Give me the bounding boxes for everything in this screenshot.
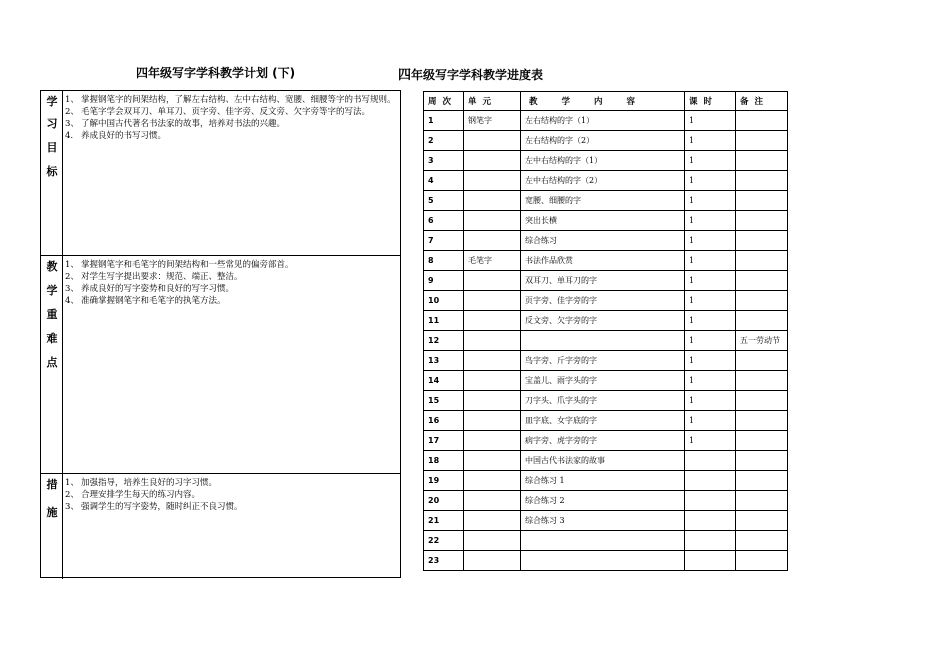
unit-cell [464, 231, 521, 251]
schedule-body [424, 111, 788, 571]
header-hours: 课时 [685, 92, 736, 111]
content-cell: 双耳刀、单耳刀的字 [521, 271, 685, 291]
unit-cell [464, 351, 521, 371]
week-cell: 4 [424, 171, 464, 191]
notes-cell [736, 291, 788, 311]
unit-cell [464, 411, 521, 431]
unit-cell [464, 431, 521, 451]
week-cell: 17 [424, 431, 464, 451]
unit-cell [464, 511, 521, 531]
week-cell: 16 [424, 411, 464, 431]
hours-cell: 1 [685, 411, 736, 431]
list-item [65, 283, 398, 295]
goals-label-char: 习 [46, 117, 58, 130]
unit-cell [464, 391, 521, 411]
list-item [65, 271, 398, 283]
hours-cell [685, 511, 736, 531]
table-row [424, 211, 788, 231]
unit-cell [464, 531, 521, 551]
item-number: 4. [65, 131, 74, 141]
notes-cell [736, 111, 788, 131]
table-row [424, 531, 788, 551]
list-item [65, 130, 398, 142]
item-number: 4、 [65, 296, 79, 306]
item-text: 掌握钢笔字和毛笔字的间架结构和一些常见的偏旁部首。 [81, 260, 294, 270]
list-item [65, 477, 398, 489]
hours-cell: 1 [685, 231, 736, 251]
item-text: 准确掌握钢笔字和毛笔字的执笔方法。 [81, 296, 226, 306]
header-content: 教学内容 [521, 92, 685, 111]
key-points-label-char: 重 [46, 308, 58, 321]
week-cell: 23 [424, 551, 464, 571]
measures-label-char: 施 [46, 506, 58, 519]
hours-cell: 1 [685, 211, 736, 231]
notes-cell [736, 491, 788, 511]
hours-cell [685, 451, 736, 471]
content-cell: 左右结构的字（2） [521, 131, 685, 151]
table-row [424, 351, 788, 371]
content-cell: 综合练习 2 [521, 491, 685, 511]
hours-cell [685, 531, 736, 551]
table-row [424, 391, 788, 411]
week-cell: 9 [424, 271, 464, 291]
item-number: 1、 [65, 478, 79, 488]
header-week: 周次 [424, 92, 464, 111]
table-row [424, 291, 788, 311]
table-row [424, 111, 788, 131]
item-text: 强调学生的写字姿势，随时纠正不良习惯。 [81, 502, 243, 512]
hours-cell [685, 491, 736, 511]
item-text: 对学生写字提出要求：规范、端正、整洁。 [81, 272, 243, 282]
list-item [65, 259, 398, 271]
item-number: 3、 [65, 502, 79, 512]
item-number: 2、 [65, 490, 79, 500]
measures-label [41, 474, 63, 579]
week-cell: 13 [424, 351, 464, 371]
hours-cell: 1 [685, 151, 736, 171]
table-row [424, 431, 788, 451]
content-cell: 左右结构的字（1） [521, 111, 685, 131]
week-cell: 22 [424, 531, 464, 551]
notes-cell: 五一劳动节 [736, 331, 788, 351]
measures-section [41, 474, 400, 579]
table-row [424, 251, 788, 271]
content-cell: 综合练习 1 [521, 471, 685, 491]
goals-label [41, 91, 63, 255]
notes-cell [736, 131, 788, 151]
teaching-plan-table [40, 90, 401, 578]
week-cell: 2 [424, 131, 464, 151]
content-cell: 反文旁、欠字旁的字 [521, 311, 685, 331]
table-row [424, 471, 788, 491]
list-item [65, 295, 398, 307]
content-cell: 皿字底、女字底的字 [521, 411, 685, 431]
hours-cell: 1 [685, 351, 736, 371]
schedule-title-rest: 年级写字学科教学进度表 [411, 68, 544, 82]
key-points-section [41, 256, 400, 474]
item-text: 加强指导，培养生良好的习字习惯。 [81, 478, 218, 488]
unit-cell [464, 131, 521, 151]
unit-cell [464, 211, 521, 231]
notes-cell [736, 471, 788, 491]
goals-section [41, 91, 400, 256]
key-points-label [41, 256, 63, 473]
notes-cell [736, 271, 788, 291]
schedule-title-first-char: 四 [398, 68, 412, 83]
week-cell: 1 [424, 111, 464, 131]
content-cell: 左中右结构的字（1） [521, 151, 685, 171]
content-cell: 病字旁、虎字旁的字 [521, 431, 685, 451]
table-row [424, 331, 788, 351]
table-row [424, 451, 788, 471]
week-cell: 21 [424, 511, 464, 531]
item-text: 掌握钢笔字的间架结构，了解左右结构、左中右结构、宽腰、细腰等字的书写规则。 [81, 95, 396, 105]
header-unit: 单元 [464, 92, 521, 111]
week-cell: 19 [424, 471, 464, 491]
notes-cell [736, 411, 788, 431]
notes-cell [736, 551, 788, 571]
table-row [424, 311, 788, 331]
content-cell: 突出长横 [521, 211, 685, 231]
unit-cell [464, 191, 521, 211]
unit-cell [464, 271, 521, 291]
hours-cell: 1 [685, 271, 736, 291]
hours-cell: 1 [685, 131, 736, 151]
hours-cell: 1 [685, 391, 736, 411]
list-item [65, 501, 398, 513]
week-cell: 5 [424, 191, 464, 211]
week-cell: 14 [424, 371, 464, 391]
item-number: 2、 [65, 272, 79, 282]
week-cell: 20 [424, 491, 464, 511]
item-number: 2、 [65, 107, 79, 117]
hours-cell: 1 [685, 251, 736, 271]
hours-cell: 1 [685, 111, 736, 131]
table-row [424, 551, 788, 571]
unit-cell: 钢笔字 [464, 111, 521, 131]
content-cell: 刀字头、爪字头的字 [521, 391, 685, 411]
hours-cell: 1 [685, 371, 736, 391]
notes-cell [736, 431, 788, 451]
hours-cell: 1 [685, 431, 736, 451]
hours-cell [685, 471, 736, 491]
measures-label-char: 措 [46, 478, 58, 491]
hours-cell: 1 [685, 171, 736, 191]
key-points-label-char: 点 [46, 356, 58, 369]
list-item [65, 94, 398, 106]
notes-cell [736, 251, 788, 271]
goals-list [65, 94, 398, 142]
unit-cell [464, 471, 521, 491]
notes-cell [736, 151, 788, 171]
key-points-label-char: 教 [46, 260, 58, 273]
item-number: 1、 [65, 95, 79, 105]
table-row [424, 491, 788, 511]
table-row [424, 191, 788, 211]
content-cell [521, 531, 685, 551]
notes-cell [736, 391, 788, 411]
unit-cell [464, 491, 521, 511]
unit-cell: 毛笔字 [464, 251, 521, 271]
notes-cell [736, 451, 788, 471]
week-cell: 3 [424, 151, 464, 171]
unit-cell [464, 291, 521, 311]
unit-cell [464, 171, 521, 191]
content-cell: 综合练习 [521, 231, 685, 251]
item-text: 合理安排学生每天的练习内容。 [81, 490, 201, 500]
notes-cell [736, 311, 788, 331]
content-cell: 页字旁、佳字旁的字 [521, 291, 685, 311]
week-cell: 8 [424, 251, 464, 271]
unit-cell [464, 151, 521, 171]
week-cell: 7 [424, 231, 464, 251]
item-number: 3、 [65, 284, 79, 294]
item-number: 3、 [65, 119, 79, 129]
table-row [424, 511, 788, 531]
notes-cell [736, 531, 788, 551]
table-row [424, 271, 788, 291]
week-cell: 6 [424, 211, 464, 231]
list-item [65, 489, 398, 501]
item-text: 养成良好的书写习惯。 [81, 131, 167, 141]
content-cell: 左中右结构的字（2） [521, 171, 685, 191]
table-row [424, 151, 788, 171]
notes-cell [736, 171, 788, 191]
hours-cell: 1 [685, 331, 736, 351]
notes-cell [736, 351, 788, 371]
content-cell: 综合练习 3 [521, 511, 685, 531]
goals-label-char: 目 [46, 141, 58, 154]
item-text: 毛笔字学会双耳刀、单耳刀、页字旁、佳字旁、反文旁、欠字旁等字的写法。 [81, 107, 371, 117]
key-points-label-char: 难 [46, 332, 58, 345]
key-points-list [65, 259, 398, 307]
unit-cell [464, 551, 521, 571]
content-cell: 宽腰、细腰的字 [521, 191, 685, 211]
content-cell [521, 551, 685, 571]
hours-cell: 1 [685, 191, 736, 211]
hours-cell [685, 551, 736, 571]
schedule-title [398, 64, 543, 83]
notes-cell [736, 211, 788, 231]
unit-cell [464, 371, 521, 391]
item-text: 了解中国古代著名书法家的故事，培养对书法的兴趣。 [81, 119, 286, 129]
goals-label-char: 标 [46, 165, 58, 178]
table-row [424, 411, 788, 431]
week-cell: 11 [424, 311, 464, 331]
table-row [424, 131, 788, 151]
list-item [65, 106, 398, 118]
goals-label-char: 学 [46, 95, 58, 108]
plan-title: 四年级写字学科教学计划 (下) [136, 66, 296, 80]
schedule-table [423, 91, 788, 571]
content-cell: 书法作品欣赏 [521, 251, 685, 271]
unit-cell [464, 311, 521, 331]
week-cell: 10 [424, 291, 464, 311]
hours-cell: 1 [685, 311, 736, 331]
table-row [424, 171, 788, 191]
list-item [65, 118, 398, 130]
notes-cell [736, 231, 788, 251]
hours-cell: 1 [685, 291, 736, 311]
week-cell: 12 [424, 331, 464, 351]
content-cell: 中国古代书法家的故事 [521, 451, 685, 471]
notes-cell [736, 511, 788, 531]
week-cell: 18 [424, 451, 464, 471]
measures-list [65, 477, 398, 513]
schedule-header-row [424, 92, 788, 111]
content-cell: 宝盖儿、雨字头的字 [521, 371, 685, 391]
item-text: 养成良好的写字姿势和良好的写字习惯。 [81, 284, 235, 294]
week-cell: 15 [424, 391, 464, 411]
item-number: 1、 [65, 260, 79, 270]
table-row [424, 231, 788, 251]
table-row [424, 371, 788, 391]
content-cell [521, 331, 685, 351]
unit-cell [464, 331, 521, 351]
content-cell: 鸟字旁、斤字旁的字 [521, 351, 685, 371]
notes-cell [736, 371, 788, 391]
key-points-label-char: 学 [46, 284, 58, 297]
unit-cell [464, 451, 521, 471]
header-notes: 备注 [736, 92, 788, 111]
notes-cell [736, 191, 788, 211]
